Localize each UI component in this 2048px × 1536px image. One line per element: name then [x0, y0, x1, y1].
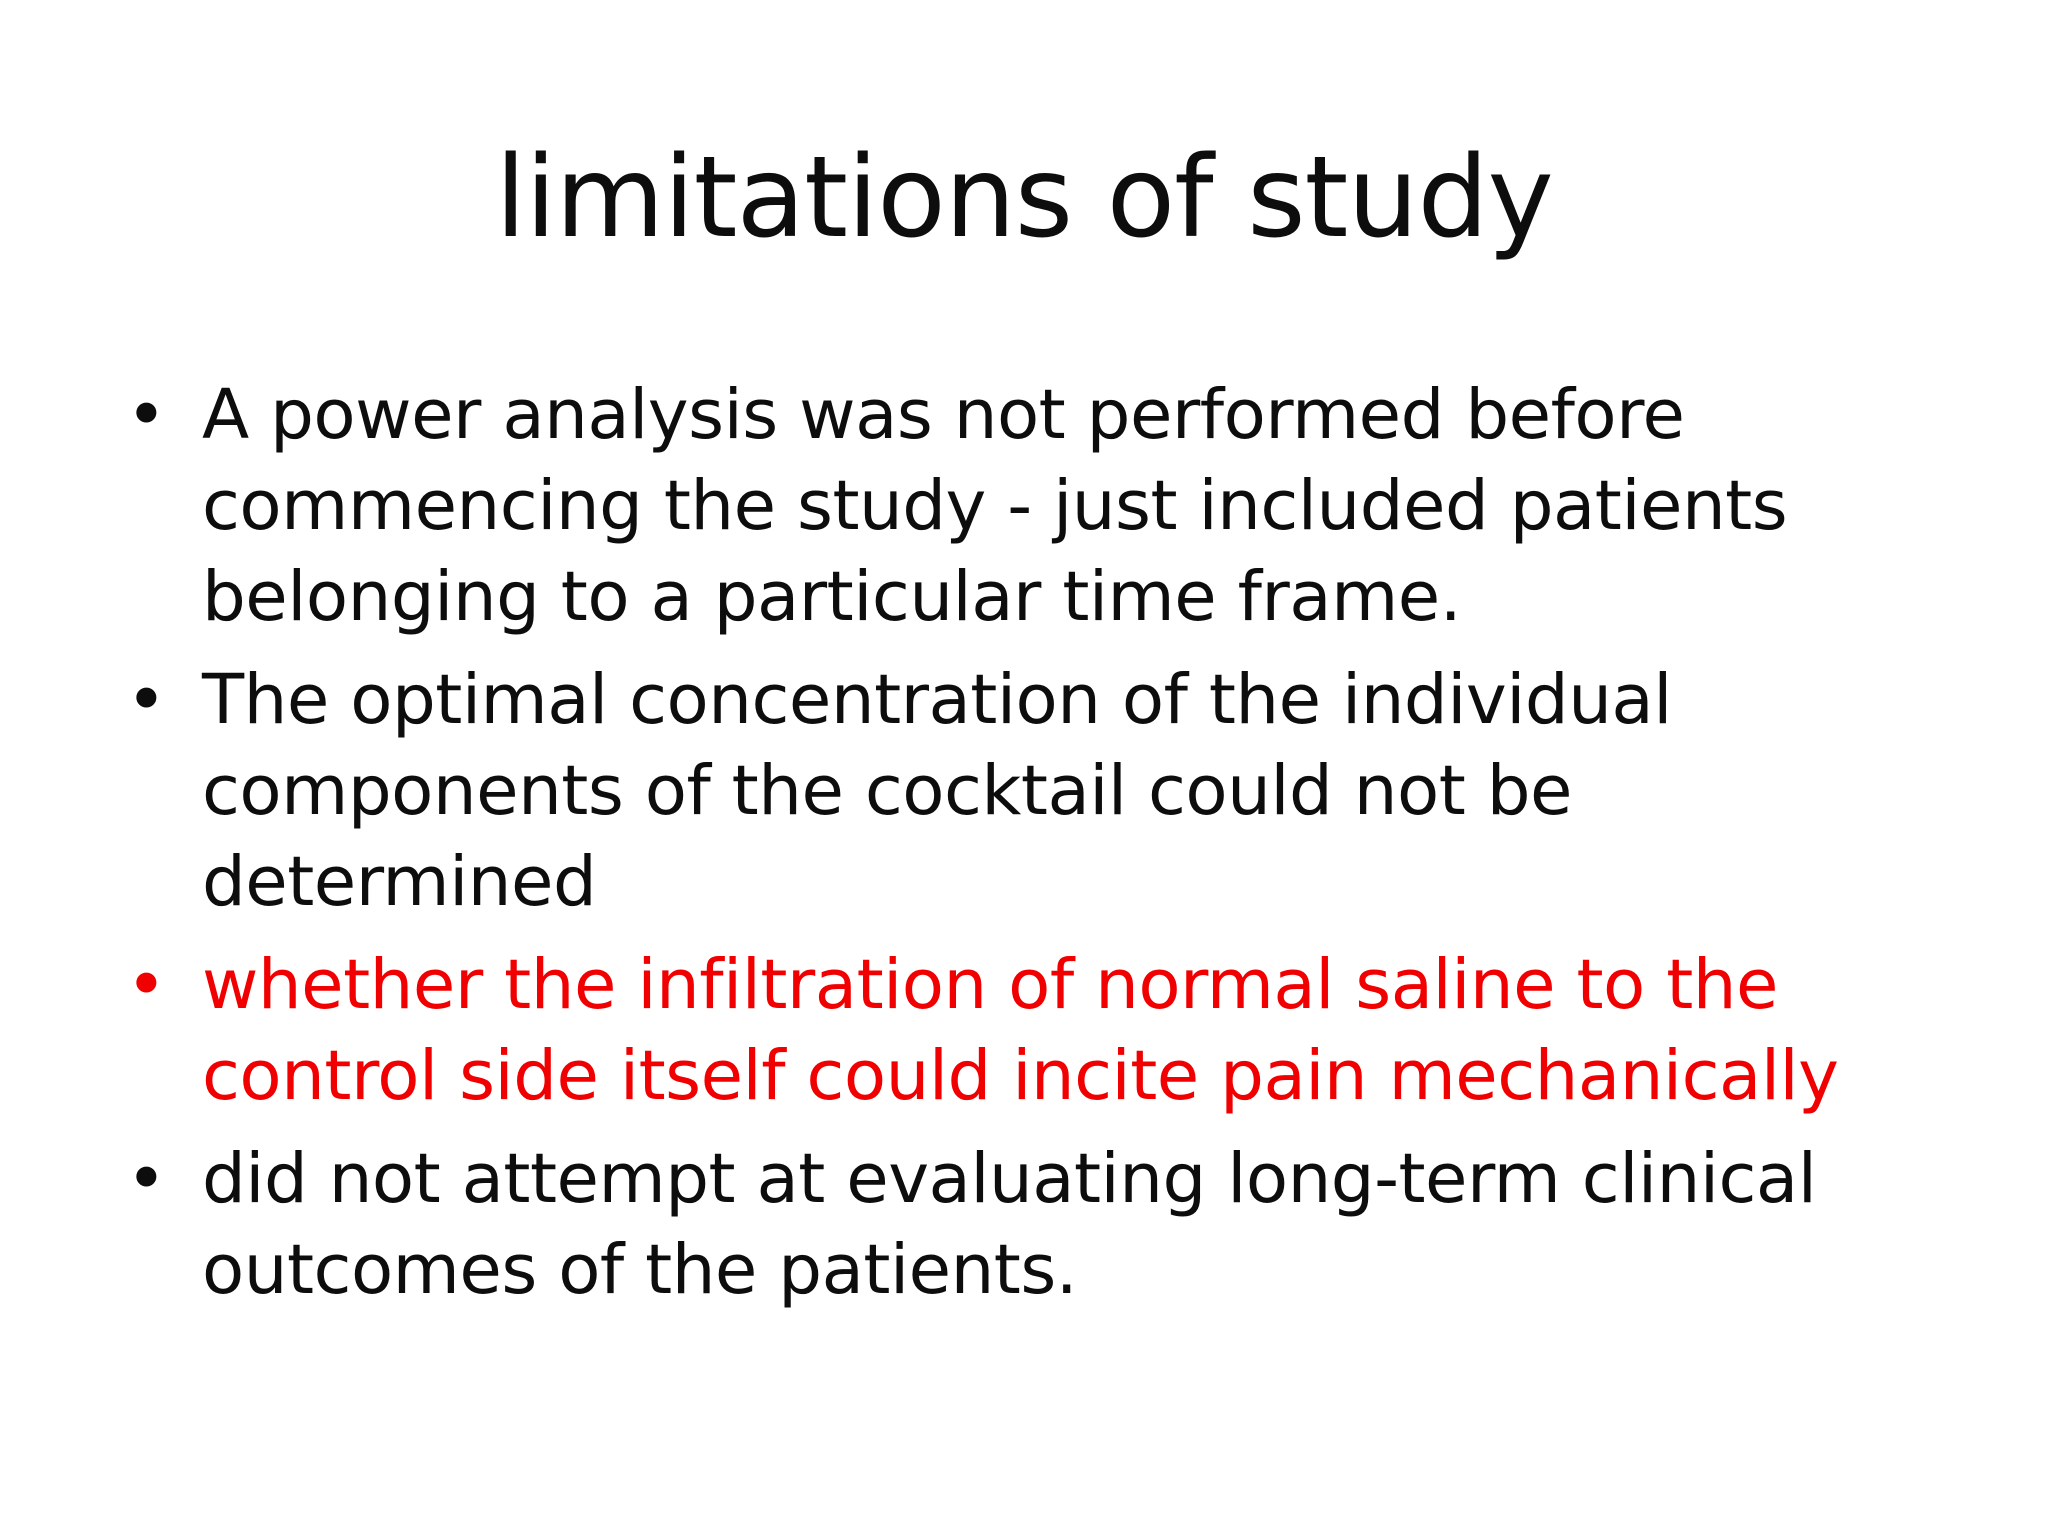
bullet-item-power-analysis: [120, 370, 2000, 643]
bullet-text: [202, 655, 2000, 928]
bullet-text: [202, 370, 2000, 643]
bullet-icon: •: [126, 660, 167, 740]
bullet-line: did not attempt at evaluating long-term clinical: [202, 1139, 1817, 1219]
bullet-line: determined: [202, 842, 597, 922]
bullet-list: [120, 370, 2000, 1328]
bullet-line: outcomes of the patients.: [202, 1230, 1078, 1310]
bullet-line: commencing the study - just included patients: [202, 466, 1788, 546]
bullet-text: [202, 940, 2000, 1122]
bullet-item-saline-infiltration: [120, 940, 2000, 1122]
bullet-line: belonging to a particular time frame.: [202, 557, 1462, 637]
bullet-line: A power analysis was not performed before: [202, 375, 1685, 455]
bullet-line: whether the infiltration of normal saline to the: [202, 945, 1778, 1025]
bullet-icon: •: [126, 945, 167, 1025]
bullet-text: [202, 1134, 2000, 1316]
bullet-line: The optimal concentration of the individual: [202, 660, 1672, 740]
bullet-line: control side itself could incite pain mechanically: [202, 1036, 1839, 1116]
bullet-icon: •: [126, 1139, 167, 1219]
bullet-icon: •: [126, 375, 167, 455]
bullet-item-optimal-concentration: [120, 655, 2000, 928]
bullet-line: components of the cocktail could not be: [202, 751, 1572, 831]
bullet-item-long-term-outcomes: [120, 1134, 2000, 1316]
slide-title: limitations of study: [495, 133, 1553, 263]
